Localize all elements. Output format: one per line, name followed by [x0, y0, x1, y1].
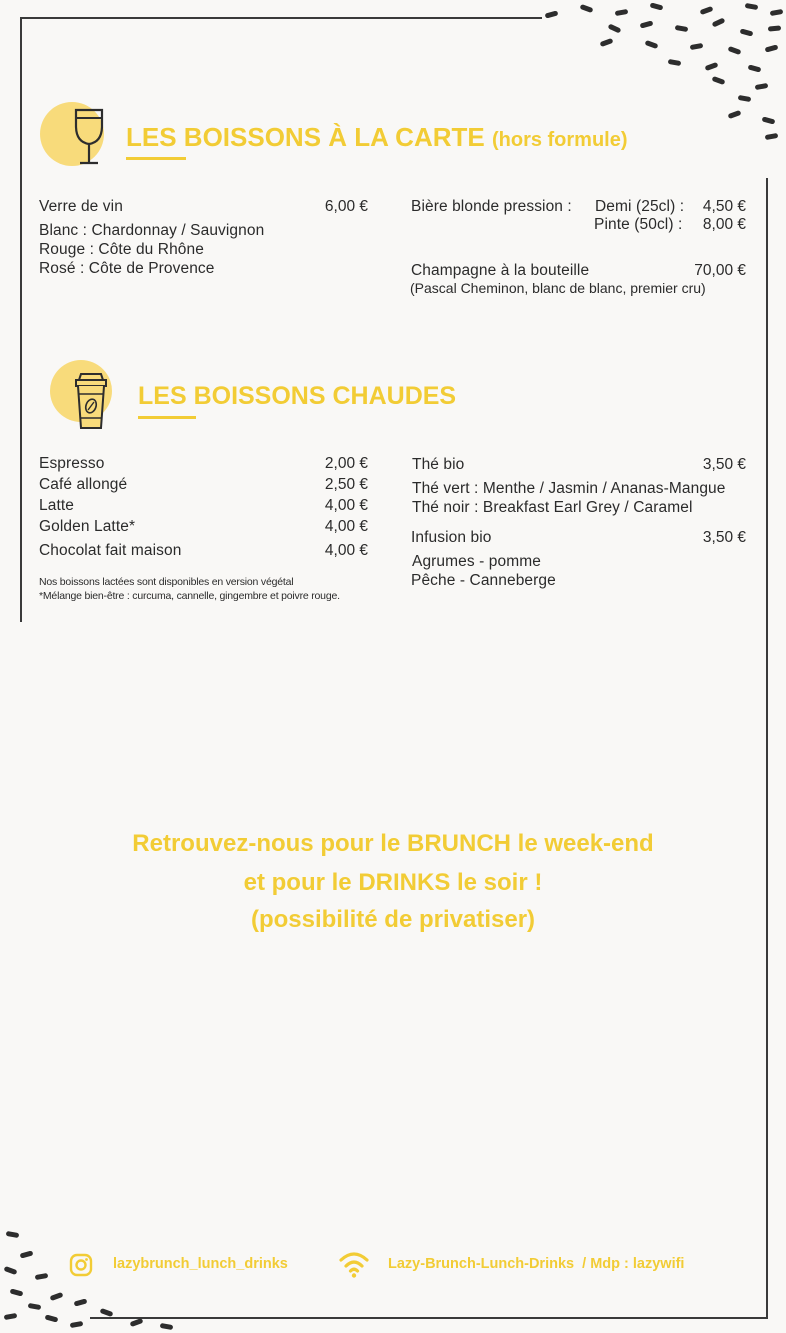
- beer-price: 4,50 €: [702, 198, 746, 215]
- champagne-note: (Pascal Cheminon, blanc de blanc, premier cru): [410, 280, 706, 296]
- wine-variety-line: Blanc : Chardonnay / Sauvignon: [39, 222, 265, 239]
- champagne-price: 70,00 €: [694, 262, 746, 279]
- frame-left-line: [20, 17, 22, 622]
- menu-item-price: 6,00 €: [324, 198, 368, 215]
- menu-item-name: Golden Latte*: [39, 518, 136, 535]
- infusion-name: Infusion bio: [411, 529, 492, 546]
- section-underline-hot: [138, 416, 196, 419]
- tea-variety-line: Thé vert : Menthe / Jasmin / Ananas-Mangue: [412, 480, 726, 497]
- infusion-price: 3,50 €: [702, 529, 746, 546]
- beer-label: Bière blonde pression :: [411, 198, 572, 215]
- tea-variety-line: Thé noir : Breakfast Earl Grey / Caramel: [412, 499, 693, 516]
- tea-name: Thé bio: [412, 456, 465, 473]
- wine-variety-line: Rosé : Côte de Provence: [39, 260, 215, 277]
- instagram-icon: [69, 1253, 93, 1277]
- frame-right-line: [766, 178, 768, 1318]
- frame-bottom-line: [90, 1317, 768, 1319]
- wine-variety-line: Rouge : Côte du Rhône: [39, 241, 204, 258]
- coffee-cup-icon: [72, 370, 110, 432]
- beer-size: Pinte (50cl) :: [594, 216, 683, 233]
- promo-line-2: et pour le DRINKS le soir !: [243, 869, 543, 896]
- menu-item-name: Espresso: [39, 455, 105, 472]
- wifi-credentials: Lazy-Brunch-Lunch-Drinks / Mdp : lazywifi: [388, 1256, 685, 1272]
- menu-item-name: Café allongé: [39, 476, 128, 493]
- wifi-icon: [338, 1249, 370, 1279]
- beer-price: 8,00 €: [702, 216, 746, 233]
- infusion-variety-line: Pêche - Canneberge: [411, 572, 556, 589]
- infusion-variety-line: Agrumes - pomme: [412, 553, 541, 570]
- menu-item-name: Chocolat fait maison: [39, 542, 182, 559]
- section-underline-wine: [126, 157, 186, 160]
- footnote: *Mélange bien-être : curcuma, cannelle, gingembre et poivre rouge.: [39, 590, 340, 602]
- champagne-name: Champagne à la bouteille: [411, 262, 590, 279]
- menu-item-price: 4,00 €: [324, 518, 368, 535]
- promo-line-3: (possibilité de privatiser): [250, 906, 536, 933]
- menu-item-price: 4,00 €: [324, 497, 368, 514]
- menu-item-name: Latte: [39, 497, 74, 514]
- frame-top-line: [20, 17, 542, 19]
- instagram-handle[interactable]: lazybrunch_lunch_drinks: [113, 1256, 288, 1272]
- beer-size: Demi (25cl) :: [595, 198, 685, 215]
- menu-item-price: 2,00 €: [324, 455, 368, 472]
- menu-item-price: 4,00 €: [324, 542, 368, 559]
- menu-item-price: 2,50 €: [324, 476, 368, 493]
- section-title-hot: LES BOISSONS CHAUDES: [138, 382, 457, 410]
- wine-glass-icon: [70, 106, 110, 168]
- promo-line-1: Retrouvez-nous pour le BRUNCH le week-end: [132, 830, 654, 857]
- tea-price: 3,50 €: [702, 456, 746, 473]
- menu-item-name: Verre de vin: [39, 198, 123, 215]
- section-title-wine: LES BOISSONS À LA CARTE (hors formule): [126, 122, 628, 152]
- footnote: Nos boissons lactées sont disponibles en version végétal: [39, 576, 294, 588]
